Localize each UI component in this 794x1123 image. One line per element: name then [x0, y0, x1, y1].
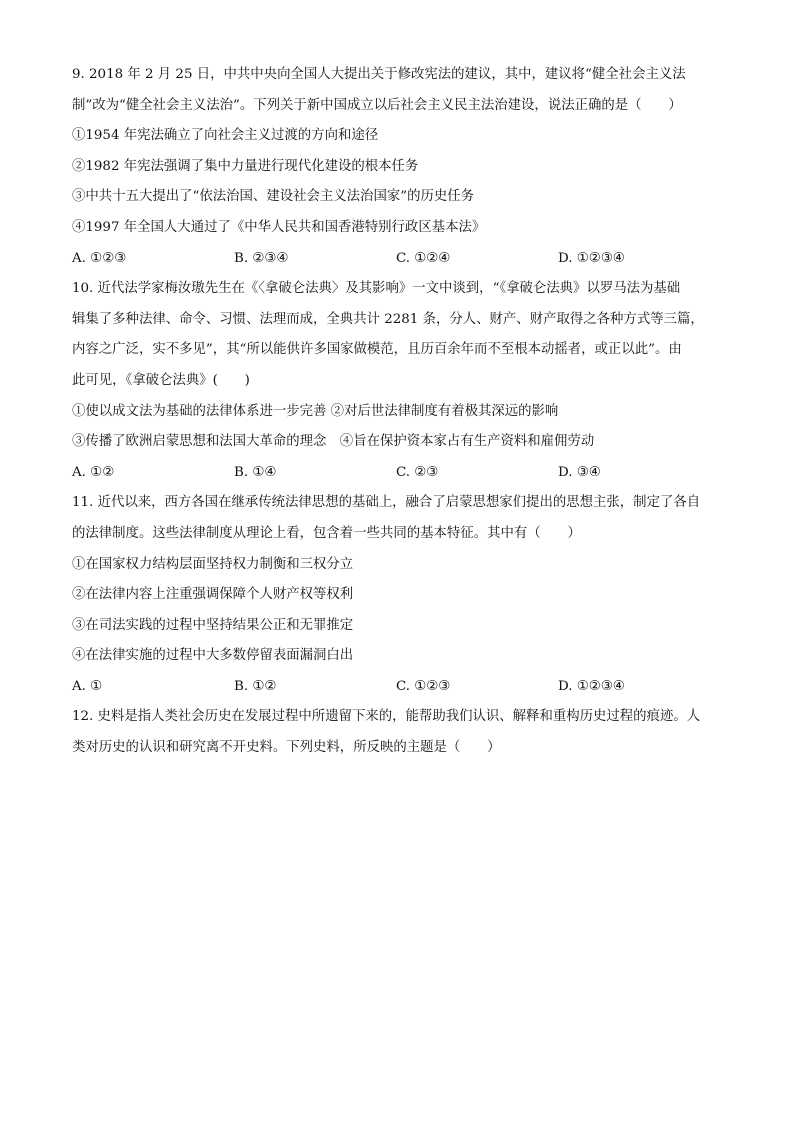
question-10 [72, 280, 722, 482]
option-d[interactable]: D. ③④ [558, 464, 601, 480]
statement-item: ②1982 年宪法强调了集中力量进行现代化建设的根本任务 [72, 158, 419, 174]
option-b[interactable]: B. ①④ [234, 464, 277, 480]
question-stem-line: 9. 2018 年 2 月 25 日，中共中央向全国人大提出关于修改宪法的建议，其中，建议将“健全社会主义法 [72, 67, 686, 82]
option-c[interactable]: C. ①②③ [396, 678, 451, 694]
statement-item: ③传播了欧洲启蒙思想和法国大革命的理念 ④旨在保护资本家占有生产资料和雇佣劳动 [72, 434, 595, 450]
question-stem-line: 此可见，《拿破仑法典》( ) [72, 372, 250, 388]
question-stem-line: 12. 史料是指人类社会历史在发展过程中所遗留下来的，能帮助我们认识、解释和重构历史过程的痕迹。人 [72, 709, 701, 725]
question-stem-line: 类对历史的认识和研究离不开史料。下列史料，所反映的主题是（ ） [72, 740, 501, 756]
question-9 [72, 66, 722, 268]
option-b[interactable]: B. ①② [234, 678, 277, 694]
option-b[interactable]: B. ②③④ [234, 250, 289, 266]
statement-item: ①在国家权力结构层面坚持权力制衡和三权分立 [72, 556, 354, 572]
option-c[interactable]: C. ①②④ [396, 250, 451, 266]
question-12 [72, 708, 722, 757]
question-stem-line: 的法律制度。这些法律制度从理论上看，包含着一些共同的基本特征。其中有（ ） [72, 525, 581, 541]
statement-item: ③在司法实践的过程中坚持结果公正和无罪推定 [72, 617, 354, 633]
question-stem-line: 辑集了多种法律、命令、习惯、法理而成，全典共计 2281 条，分人、财产、财产取得之各种方式等三篇， [72, 311, 704, 327]
question-11 [72, 494, 722, 696]
option-d[interactable]: D. ①②③④ [558, 250, 625, 266]
question-stem-line: 10. 近代法学家梅汝璈先生在《〈拿破仑法典〉及其影响》一文中谈到，“《拿破仑法典》以罗马法为基础 [72, 281, 681, 297]
option-d[interactable]: D. ①②③④ [558, 678, 625, 694]
statement-item: ④1997 年全国人大通过了《中华人民共和国香港特别行政区基本法》 [72, 219, 486, 235]
statement-item: ③中共十五大提出了“依法治国、建设社会主义法治国家”的历史任务 [72, 189, 475, 205]
statement-item: ②在法律内容上注重强调保障个人财产权等权利 [72, 587, 354, 603]
option-a[interactable]: A. ①② [72, 464, 115, 480]
answer-options [72, 464, 722, 482]
option-a[interactable]: A. ① [72, 678, 103, 694]
question-stem-line: 内容之广泛，实不多见”，其“所以能供许多国家做模范，且历百余年而不至根本动摇者，或正以此”。由 [72, 342, 682, 358]
answer-options [72, 250, 722, 268]
statement-item: ①1954 年宪法确立了向社会主义过渡的方向和途径 [72, 128, 379, 144]
answer-options [72, 678, 722, 696]
question-stem-line: 制”改为“健全社会主义法治”。下列关于新中国成立以后社会主义民主法治建设，说法正确的是（ ） [72, 97, 682, 113]
option-a[interactable]: A. ①②③ [72, 250, 127, 266]
exam-page [72, 66, 722, 770]
statement-item: ①使以成文法为基础的法律体系进一步完善 ②对后世法律制度有着极其深远的影响 [72, 403, 559, 419]
question-stem-line: 11. 近代以来，西方各国在继承传统法律思想的基础上，融合了启蒙思想家们提出的思想主张，制定了各自 [72, 495, 701, 511]
statement-item: ④在法律实施的过程中大多数停留表面漏洞白出 [72, 648, 354, 664]
option-c[interactable]: C. ②③ [396, 464, 439, 480]
